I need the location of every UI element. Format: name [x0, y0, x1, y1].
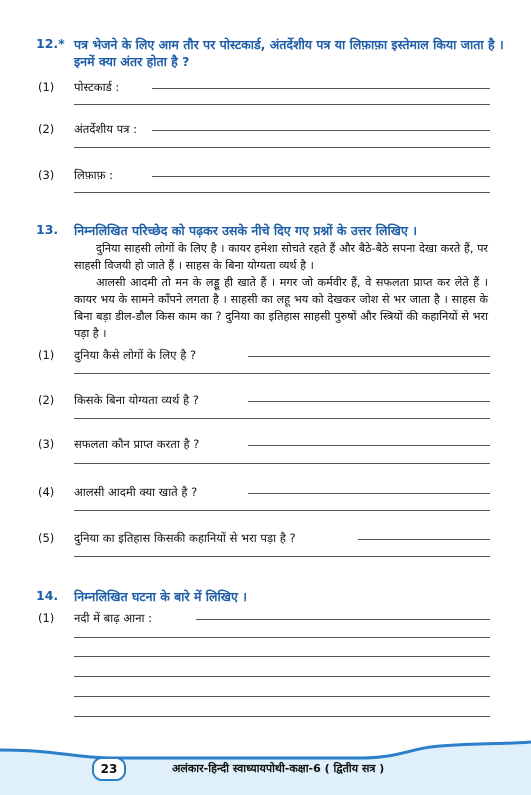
- item-number: (4): [38, 485, 55, 499]
- passage: [74, 240, 488, 342]
- question-number: 12.*: [36, 36, 65, 51]
- answer-line[interactable]: [74, 556, 490, 557]
- item-label: दुनिया कैसे लोगों के लिए है ?: [74, 348, 197, 362]
- answer-line[interactable]: [74, 418, 490, 419]
- item-number: (2): [38, 393, 55, 407]
- answer-line[interactable]: [74, 676, 490, 677]
- item-number: (3): [38, 168, 55, 182]
- item-number: (1): [38, 611, 55, 625]
- item-number: (2): [38, 122, 55, 136]
- item-number: (5): [38, 531, 55, 545]
- item-number: (3): [38, 437, 55, 451]
- passage-paragraph-2: आलसी आदमी तो मन के लड्डू ही खाते हैं । मगर जो कर्मवीर हैं, वे सफलता प्राप्त कर लेते हैं । कायर भय के सामने काँपने लगता है । साहसी का लहू भय को देखकर जोश से भर जाता है । साहस के बिना बड़ा डील-डौल किस काम का ? दुनिया का इतिहास साहसी पुरुषों और स्त्रियों की कहानियों से भरा पड़ा है ।: [74, 276, 488, 340]
- item-label: आलसी आदमी क्या खाते है ?: [74, 485, 198, 499]
- question-number: 13.: [36, 222, 59, 237]
- answer-line[interactable]: [152, 88, 490, 89]
- answer-line[interactable]: [152, 130, 490, 131]
- answer-line[interactable]: [248, 445, 490, 446]
- answer-line[interactable]: [74, 104, 490, 105]
- answer-line[interactable]: [248, 493, 490, 494]
- question-text: पत्र भेजने के लिए आम तौर पर पोस्टकार्ड, अंतर्देशीय पत्र या लिफ़ाफ़ा इस्तेमाल किया जाता है । इनमें क्या अंतर होता है ?: [74, 37, 504, 69]
- answer-line[interactable]: [196, 619, 490, 620]
- answer-line[interactable]: [74, 656, 490, 657]
- item-label: नदी में बाढ़ आना :: [74, 611, 152, 625]
- answer-line[interactable]: [74, 716, 490, 717]
- question-number: 14.: [36, 588, 59, 603]
- answer-line[interactable]: [74, 192, 490, 193]
- item-label: अंतर्देशीय पत्र :: [74, 122, 137, 136]
- footer-title: अलंकार-हिन्दी स्वाध्यायपोथी-कक्षा-6 ( द्वितीय सत्र ): [172, 762, 385, 775]
- item-number: (1): [38, 80, 55, 94]
- item-label: सफलता कौन प्राप्त करता है ?: [74, 437, 200, 451]
- item-label: किसके बिना योग्यता व्यर्थ है ?: [74, 393, 199, 407]
- answer-line[interactable]: [74, 147, 490, 148]
- item-label: लिफ़ाफ़ :: [74, 168, 114, 182]
- answer-line[interactable]: [74, 696, 490, 697]
- answer-line[interactable]: [152, 176, 490, 177]
- question-text: निम्नलिखित घटना के बारे में लिखिए ।: [74, 589, 247, 604]
- passage-paragraph-1: दुनिया साहसी लोगों के लिए है । कायर हमेशा सोचते रहते हैं और बैठे-बैठे सपना देखा करते हैं, पर साहसी विजयी हो जाते हैं । साहस के बिना योग्यता व्यर्थ है ।: [74, 242, 488, 272]
- answer-line[interactable]: [74, 373, 490, 374]
- answer-line[interactable]: [74, 637, 490, 638]
- question-text: निम्नलिखित परिच्छेद को पढ़कर उसके नीचे दिए गए प्रश्नों के उत्तर लिखिए ।: [74, 223, 417, 238]
- answer-line[interactable]: [248, 356, 490, 357]
- item-label: पोस्टकार्ड :: [74, 80, 120, 94]
- answer-line[interactable]: [248, 401, 490, 402]
- answer-line[interactable]: [74, 463, 490, 464]
- page-number-badge: 23: [92, 757, 126, 781]
- answer-line[interactable]: [74, 510, 490, 511]
- item-label: दुनिया का इतिहास किसकी कहानियों से भरा पड़ा है ?: [74, 531, 296, 545]
- answer-line[interactable]: [358, 539, 490, 540]
- item-number: (1): [38, 348, 55, 362]
